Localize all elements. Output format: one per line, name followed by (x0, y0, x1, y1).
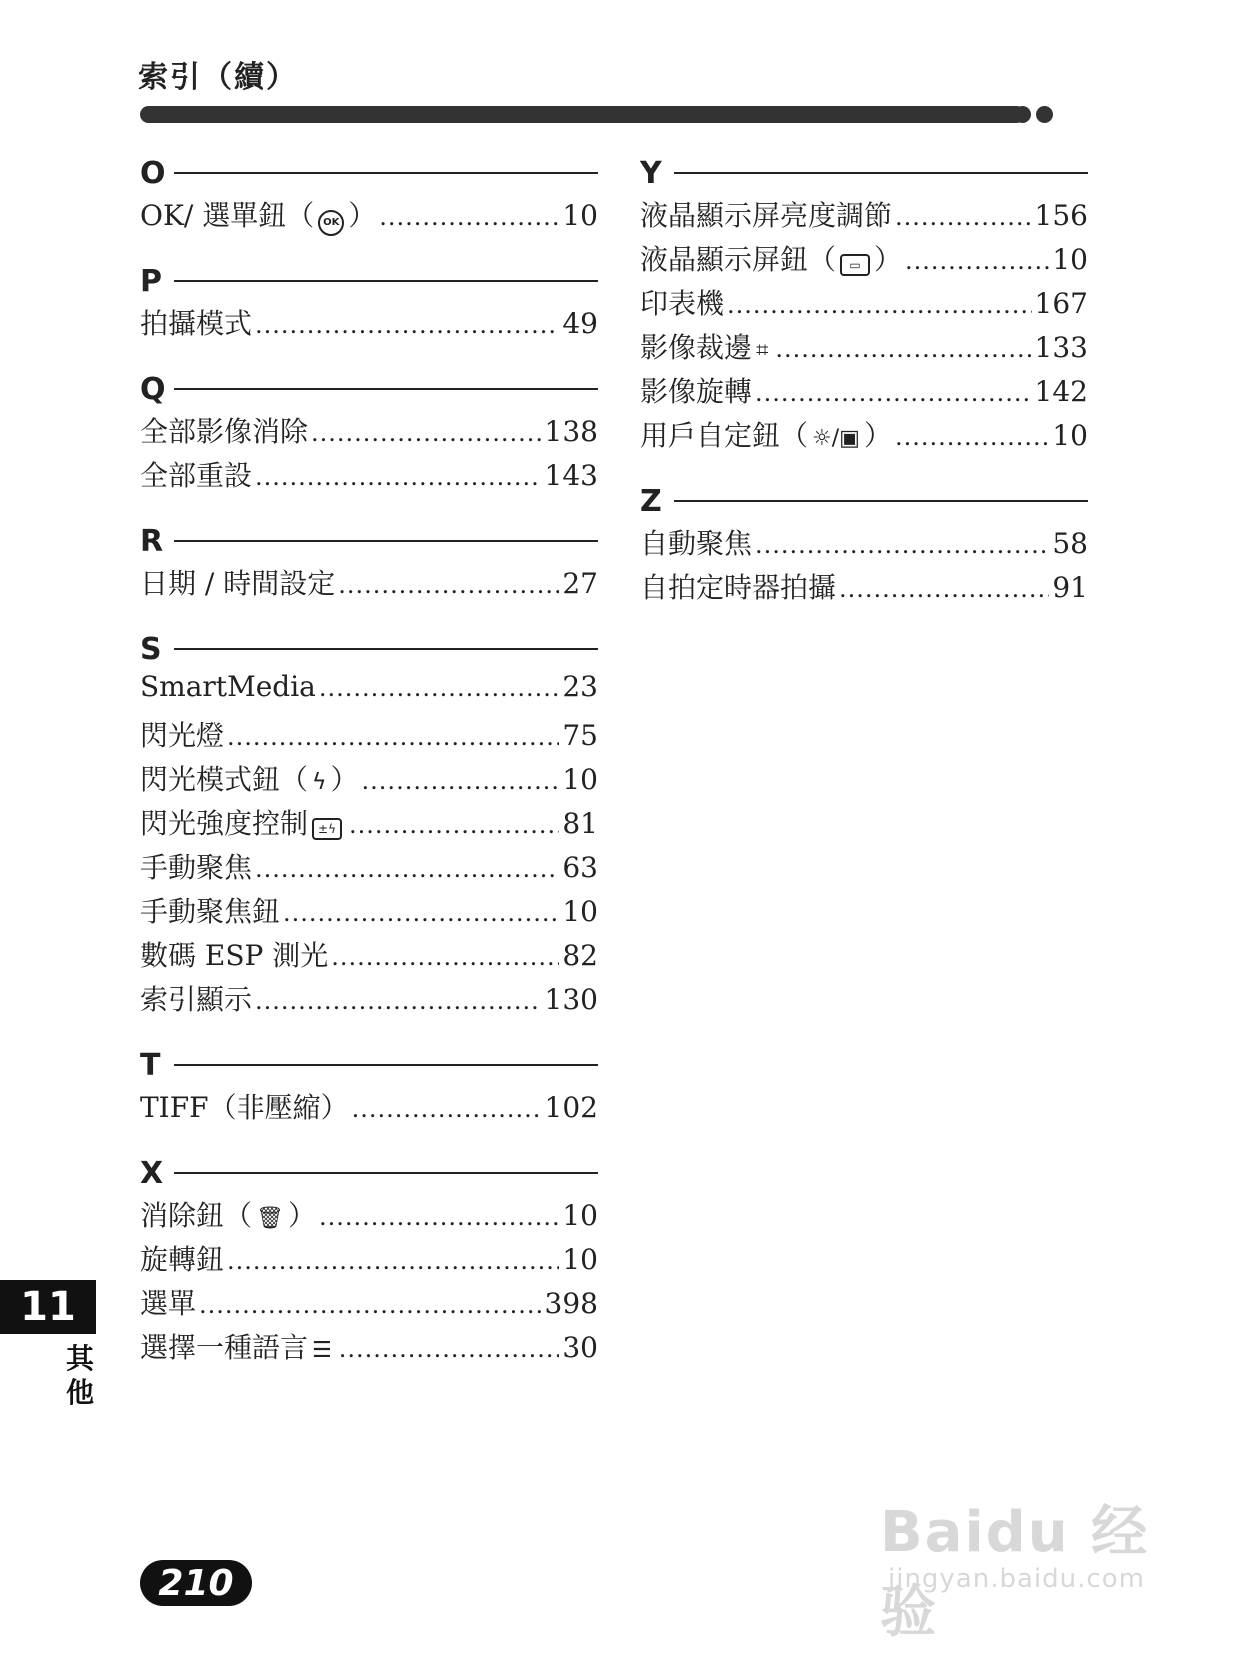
index-entry (640, 326, 1088, 370)
entry-label: 影像旋轉 (640, 375, 753, 408)
entry-page-number: 82 (562, 939, 598, 972)
entry-page-number: 10 (1052, 243, 1088, 276)
watermark-logo: Baidu 经验 (880, 1500, 1150, 1645)
section-letter: O (140, 155, 166, 191)
dot-leader (895, 203, 1032, 231)
crop-icon: ⌗ (756, 338, 769, 363)
section-heading (140, 520, 598, 562)
chapter-label: 其他 (65, 1342, 94, 1409)
dot-leader (349, 811, 559, 839)
index-entry (640, 282, 1088, 326)
dot-leader (319, 674, 559, 702)
index-entry (140, 758, 598, 802)
entry-label: 全部影像消除 (140, 415, 309, 448)
dot-leader (379, 203, 559, 231)
index-entry (140, 562, 598, 606)
index-section-t (140, 1044, 598, 1130)
section-rule (174, 1064, 598, 1066)
entry-page-number: 10 (1052, 419, 1088, 452)
entry-label: 用戶自定鈕（ (640, 419, 809, 452)
entry-page-number: 130 (544, 983, 598, 1016)
entry-page-number: 10 (562, 1243, 598, 1276)
section-letter: T (140, 1047, 161, 1083)
entry-label: 手動聚焦鈕 (140, 895, 281, 928)
dot-leader (331, 943, 559, 971)
entry-label: 閃光模式鈕（ (140, 763, 309, 796)
index-section-p (140, 260, 598, 346)
index-entry (140, 846, 598, 890)
dot-leader (905, 247, 1049, 275)
dot-leader (255, 311, 559, 339)
section-rule (174, 540, 598, 542)
entry-label: 影像裁邊 (640, 331, 753, 364)
index-column-left (140, 152, 598, 1392)
index-section-r (140, 520, 598, 606)
entry-label: 索引顯示 (140, 983, 253, 1016)
entry-page-number: 49 (562, 307, 598, 340)
entry-page-number: 10 (562, 895, 598, 928)
section-rule (174, 648, 598, 650)
dot-leader (839, 575, 1049, 603)
section-letter: P (140, 263, 162, 299)
dot-leader (227, 1247, 559, 1275)
section-rule (674, 172, 1088, 174)
custom-button-icon: ☼/▣ (812, 426, 860, 451)
entry-label: 液晶顯示屏鈕（ (640, 243, 837, 276)
dot-leader (755, 379, 1032, 407)
language-icon: ☰ (312, 1338, 332, 1363)
section-heading (140, 368, 598, 410)
chapter-tab: 11 (0, 1280, 96, 1334)
flash-intensity-icon: ±ϟ (312, 818, 342, 840)
entry-page-number: 91 (1052, 571, 1088, 604)
dot-leader (227, 723, 559, 751)
index-column-right (640, 152, 1088, 632)
section-letter: Y (640, 155, 662, 191)
entry-page-number: 143 (544, 459, 598, 492)
ok-menu-button-icon: OK (318, 210, 344, 236)
entry-label: 選擇一種語言 (140, 1331, 309, 1364)
section-rule (174, 388, 598, 390)
entry-label: OK/ 選單鈕（ (140, 199, 315, 232)
entry-label: 日期 / 時間設定 (140, 567, 336, 600)
section-rule (174, 1172, 598, 1174)
dot-leader (199, 1291, 542, 1319)
index-entry (140, 1086, 598, 1130)
index-section-s (140, 628, 598, 1022)
index-entry (140, 802, 598, 846)
entry-label: 閃光燈 (140, 719, 225, 752)
entry-page-number: 10 (562, 199, 598, 232)
entry-label-suffix: ） (330, 763, 359, 796)
index-entry (640, 522, 1088, 566)
section-rule (174, 280, 598, 282)
header-dot (1014, 106, 1031, 123)
index-entry (140, 670, 598, 714)
entry-label: 印表機 (640, 287, 725, 320)
dot-leader (727, 291, 1032, 319)
dot-leader (255, 855, 559, 883)
trash-icon: 🗑 (256, 1206, 284, 1231)
index-entry (140, 890, 598, 934)
dot-leader (319, 1203, 559, 1231)
flash-icon: ϟ (312, 770, 327, 795)
entry-label: 自拍定時器拍攝 (640, 571, 837, 604)
entry-label: TIFF（非壓縮） (140, 1091, 349, 1124)
dot-leader (338, 571, 559, 599)
entry-page-number: 30 (562, 1331, 598, 1364)
index-entry (140, 934, 598, 978)
entry-label-suffix: ） (874, 243, 903, 276)
dot-leader (339, 1335, 560, 1363)
index-section-o (140, 152, 598, 238)
entry-label-suffix: ） (348, 199, 377, 232)
entry-page-number: 63 (562, 851, 598, 884)
section-heading (140, 260, 598, 302)
entry-page-number: 10 (562, 1199, 598, 1232)
entry-page-number: 27 (562, 567, 598, 600)
section-heading (140, 628, 598, 670)
section-letter: Q (140, 371, 166, 407)
entry-label: 全部重設 (140, 459, 253, 492)
entry-label: 選單 (140, 1287, 197, 1320)
section-heading (640, 480, 1088, 522)
index-entry (140, 454, 598, 498)
entry-page-number: 58 (1052, 527, 1088, 560)
monitor-button-icon: ▭ (840, 254, 870, 276)
entry-page-number: 398 (544, 1287, 598, 1320)
index-entry (140, 194, 598, 238)
section-heading (640, 152, 1088, 194)
entry-label: 旋轉鈕 (140, 1243, 225, 1276)
entry-label: 消除鈕（ (140, 1199, 253, 1232)
index-entry (140, 1238, 598, 1282)
index-section-z (640, 480, 1088, 610)
header-dot (992, 106, 1009, 123)
index-section-x (140, 1152, 598, 1370)
section-heading (140, 1152, 598, 1194)
entry-page-number: 142 (1034, 375, 1088, 408)
section-letter: S (140, 631, 162, 667)
index-entry (140, 714, 598, 758)
entry-label: 數碼 ESP 測光 (140, 939, 329, 972)
entry-page-number: 138 (544, 415, 598, 448)
index-entry (140, 1194, 598, 1238)
index-entry (640, 370, 1088, 414)
index-entry (140, 410, 598, 454)
index-entry (640, 238, 1088, 282)
dot-leader (283, 899, 559, 927)
index-entry (640, 194, 1088, 238)
dot-leader (895, 423, 1049, 451)
entry-page-number: 102 (544, 1091, 598, 1124)
entry-label: SmartMedia (140, 670, 316, 703)
header-dot (1036, 106, 1053, 123)
dot-leader (255, 987, 542, 1015)
dot-leader (362, 767, 560, 795)
entry-page-number: 23 (562, 670, 598, 703)
page-title: 索引（續） (138, 60, 298, 95)
watermark (880, 1468, 1180, 1645)
index-entry (140, 302, 598, 346)
index-section-q (140, 368, 598, 498)
dot-leader (311, 419, 542, 447)
section-letter: X (140, 1155, 164, 1191)
entry-page-number: 81 (562, 807, 598, 840)
section-letter: Z (640, 483, 662, 519)
entry-label: 自動聚焦 (640, 527, 753, 560)
dot-leader (352, 1095, 542, 1123)
section-rule (674, 500, 1088, 502)
dot-leader (755, 531, 1049, 559)
entry-label: 液晶顯示屏亮度調節 (640, 199, 893, 232)
dot-leader (255, 463, 542, 491)
watermark-url: jingyan.baidu.com (888, 1564, 1145, 1594)
section-heading (140, 152, 598, 194)
dot-leader (775, 335, 1031, 363)
index-entry (640, 414, 1088, 458)
entry-page-number: 167 (1034, 287, 1088, 320)
entry-page-number: 75 (562, 719, 598, 752)
index-entry (640, 566, 1088, 610)
section-rule (174, 172, 598, 174)
entry-label: 閃光強度控制 (140, 807, 309, 840)
entry-page-number: 156 (1034, 199, 1088, 232)
entry-label: 拍攝模式 (140, 307, 253, 340)
header-rule (140, 106, 1025, 123)
index-entry (140, 978, 598, 1022)
section-heading (140, 1044, 598, 1086)
entry-page-number: 10 (562, 763, 598, 796)
entry-page-number: 133 (1034, 331, 1088, 364)
index-section-y (640, 152, 1088, 458)
entry-label-suffix: ） (863, 419, 892, 452)
index-entry (140, 1282, 598, 1326)
entry-label-suffix: ） (287, 1199, 316, 1232)
entry-label: 手動聚焦 (140, 851, 253, 884)
page-number: 210 (140, 1560, 252, 1606)
index-entry (140, 1326, 598, 1370)
section-letter: R (140, 523, 164, 559)
